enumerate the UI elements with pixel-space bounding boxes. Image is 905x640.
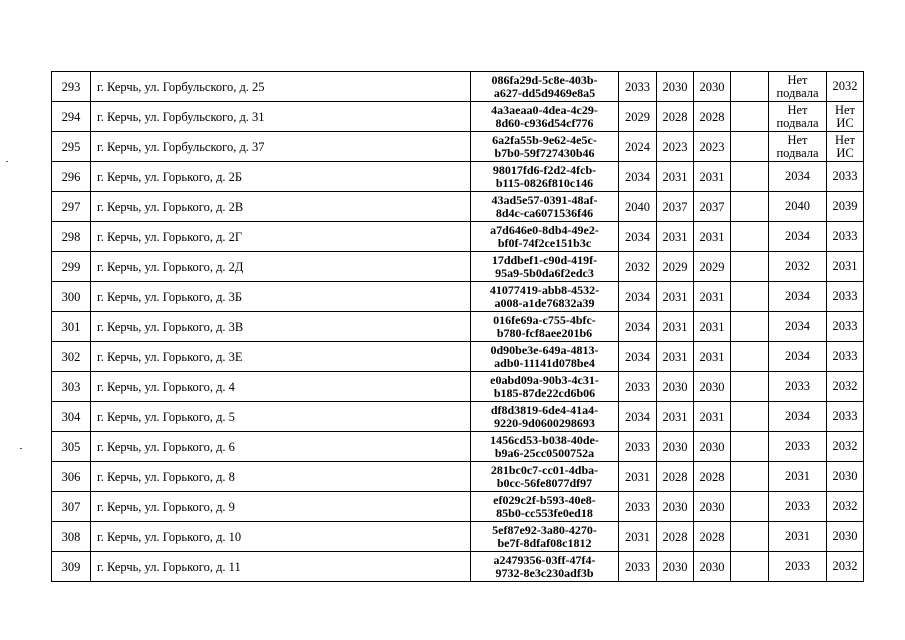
year-col-3: 2031 [694,312,731,342]
basement-col: 2033 [769,492,827,522]
year-col-1: 2031 [619,462,657,492]
empty-col [731,462,769,492]
last-col: 2032 [827,552,864,582]
address: г. Керчь, ул. Горького, д. 3Б [91,282,471,312]
empty-col [731,282,769,312]
year-col-2: 2031 [657,282,694,312]
empty-col [731,492,769,522]
year-col-1: 2033 [619,492,657,522]
year-col-3: 2029 [694,252,731,282]
last-col: 2033 [827,162,864,192]
year-col-1: 2034 [619,282,657,312]
year-col-3: 2030 [694,552,731,582]
basement-col: 2033 [769,432,827,462]
empty-col [731,312,769,342]
row-number: 296 [52,162,91,192]
guid-code: ef029c2f-b593-40e8- 85b0-cc553fe0ed18 [471,492,619,522]
year-col-3: 2028 [694,522,731,552]
empty-col [731,522,769,552]
last-col: 2033 [827,402,864,432]
table-row [52,402,864,432]
empty-col [731,342,769,372]
address: г. Керчь, ул. Горбульского, д. 31 [91,102,471,132]
row-number: 306 [52,462,91,492]
basement-col: 2031 [769,462,827,492]
scan-artifact-dot [6,161,8,162]
last-col: 2030 [827,522,864,552]
year-col-3: 2031 [694,282,731,312]
year-col-1: 2033 [619,72,657,102]
empty-col [731,552,769,582]
empty-col [731,222,769,252]
basement-col: 2034 [769,312,827,342]
last-col: 2032 [827,372,864,402]
last-col: 2031 [827,252,864,282]
guid-code: 43ad5e57-0391-48af- 8d4c-ca6071536f46 [471,192,619,222]
year-col-1: 2040 [619,192,657,222]
row-number: 309 [52,552,91,582]
last-col: Нет ИС [827,132,864,162]
basement-col: 2040 [769,192,827,222]
year-col-2: 2037 [657,192,694,222]
guid-code: 17ddbef1-c90d-419f- 95a9-5b0da6f2edc3 [471,252,619,282]
year-col-2: 2028 [657,102,694,132]
empty-col [731,432,769,462]
address: г. Керчь, ул. Горького, д. 9 [91,492,471,522]
empty-col [731,192,769,222]
row-number: 302 [52,342,91,372]
address: г. Керчь, ул. Горького, д. 5 [91,402,471,432]
year-col-2: 2031 [657,162,694,192]
year-col-2: 2028 [657,522,694,552]
address: г. Керчь, ул. Горбульского, д. 25 [91,72,471,102]
last-col: 2033 [827,342,864,372]
last-col: 2032 [827,432,864,462]
year-col-2: 2028 [657,462,694,492]
year-col-3: 2030 [694,72,731,102]
row-number: 295 [52,132,91,162]
guid-code: 016fe69a-c755-4bfc- b780-fcf8aee201b6 [471,312,619,342]
basement-col: Нет подвала [769,132,827,162]
table-body [52,72,864,582]
year-col-2: 2030 [657,72,694,102]
last-col: 2033 [827,312,864,342]
year-col-2: 2030 [657,432,694,462]
address: г. Керчь, ул. Горького, д. 10 [91,522,471,552]
basement-col: Нет подвала [769,72,827,102]
row-number: 300 [52,282,91,312]
year-col-1: 2034 [619,402,657,432]
basement-col: 2032 [769,252,827,282]
table-row [52,492,864,522]
basement-col: 2031 [769,522,827,552]
address: г. Керчь, ул. Горького, д. 8 [91,462,471,492]
row-number: 301 [52,312,91,342]
year-col-3: 2037 [694,192,731,222]
guid-code: a7d646e0-8db4-49e2- bf0f-74f2ce151b3c [471,222,619,252]
year-col-1: 2031 [619,522,657,552]
last-col: 2030 [827,462,864,492]
basement-col: 2033 [769,372,827,402]
year-col-2: 2031 [657,312,694,342]
empty-col [731,372,769,402]
year-col-3: 2028 [694,102,731,132]
basement-col: 2034 [769,282,827,312]
last-col: 2039 [827,192,864,222]
table-row [52,72,864,102]
last-col: Нет ИС [827,102,864,132]
year-col-2: 2030 [657,492,694,522]
address: г. Керчь, ул. Горького, д. 4 [91,372,471,402]
row-number: 303 [52,372,91,402]
year-col-2: 2031 [657,222,694,252]
guid-code: 086fa29d-5c8e-403b- a627-dd5d9469e8a5 [471,72,619,102]
last-col: 2032 [827,492,864,522]
guid-code: df8d3819-6de4-41a4- 9220-9d0600298693 [471,402,619,432]
year-col-3: 2028 [694,462,731,492]
table-row [52,312,864,342]
basement-col: 2034 [769,342,827,372]
address: г. Керчь, ул. Горького, д. 2Д [91,252,471,282]
guid-code: 41077419-abb8-4532- a008-a1de76832a39 [471,282,619,312]
table-row [52,462,864,492]
year-col-1: 2034 [619,222,657,252]
table-row [52,552,864,582]
guid-code: 98017fd6-f2d2-4fcb- b115-0826f810c146 [471,162,619,192]
table-row [52,192,864,222]
year-col-1: 2034 [619,342,657,372]
year-col-3: 2030 [694,432,731,462]
year-col-3: 2031 [694,402,731,432]
year-col-2: 2031 [657,342,694,372]
basement-col: 2034 [769,222,827,252]
guid-code: 5ef87e92-3a80-4270- be7f-8dfaf08c1812 [471,522,619,552]
year-col-2: 2030 [657,372,694,402]
row-number: 308 [52,522,91,552]
address: г. Керчь, ул. Горького, д. 3В [91,312,471,342]
guid-code: e0abd09a-90b3-4c31- b185-87de22cd6b06 [471,372,619,402]
row-number: 298 [52,222,91,252]
guid-code: 6a2fa55b-9e62-4e5c- b7b0-59f727430b46 [471,132,619,162]
year-col-3: 2030 [694,492,731,522]
table-row [52,102,864,132]
year-col-3: 2023 [694,132,731,162]
empty-col [731,102,769,132]
empty-col [731,132,769,162]
address: г. Керчь, ул. Горького, д. 2Б [91,162,471,192]
row-number: 304 [52,402,91,432]
year-col-3: 2030 [694,372,731,402]
year-col-1: 2024 [619,132,657,162]
address: г. Керчь, ул. Горького, д. 6 [91,432,471,462]
address: г. Керчь, ул. Горького, д. 2В [91,192,471,222]
empty-col [731,252,769,282]
year-col-1: 2034 [619,162,657,192]
year-col-2: 2030 [657,552,694,582]
table-row [52,282,864,312]
table-row [52,252,864,282]
last-col: 2032 [827,72,864,102]
basement-col: 2034 [769,162,827,192]
guid-code: a2479356-03ff-47f4- 9732-8e3c230adf3b [471,552,619,582]
year-col-2: 2023 [657,132,694,162]
year-col-2: 2031 [657,402,694,432]
row-number: 305 [52,432,91,462]
address: г. Керчь, ул. Горького, д. 3Е [91,342,471,372]
year-col-1: 2029 [619,102,657,132]
table-row [52,522,864,552]
year-col-1: 2033 [619,552,657,582]
year-col-3: 2031 [694,162,731,192]
year-col-1: 2034 [619,312,657,342]
empty-col [731,72,769,102]
last-col: 2033 [827,282,864,312]
table-row [52,372,864,402]
guid-code: 281bc0c7-cc01-4dba- b0cc-56fe8077df97 [471,462,619,492]
year-col-1: 2033 [619,372,657,402]
year-col-3: 2031 [694,342,731,372]
empty-col [731,162,769,192]
address: г. Керчь, ул. Горбульского, д. 37 [91,132,471,162]
year-col-3: 2031 [694,222,731,252]
last-col: 2033 [827,222,864,252]
year-col-1: 2033 [619,432,657,462]
year-col-1: 2032 [619,252,657,282]
row-number: 293 [52,72,91,102]
guid-code: 0d90be3e-649a-4813- adb0-11141d078be4 [471,342,619,372]
basement-col: Нет подвала [769,102,827,132]
row-number: 299 [52,252,91,282]
address: г. Керчь, ул. Горького, д. 2Г [91,222,471,252]
empty-col [731,402,769,432]
table-row [52,342,864,372]
table-row [52,132,864,162]
housing-schedule-table [51,71,864,582]
table-row [52,432,864,462]
year-col-2: 2029 [657,252,694,282]
basement-col: 2033 [769,552,827,582]
row-number: 307 [52,492,91,522]
guid-code: 4a3aeaa0-4dea-4c29- 8d60-c936d54cf776 [471,102,619,132]
table-row [52,222,864,252]
address: г. Керчь, ул. Горького, д. 11 [91,552,471,582]
guid-code: 1456cd53-b038-40de- b9a6-25cc0500752a [471,432,619,462]
table-row [52,162,864,192]
row-number: 297 [52,192,91,222]
scan-artifact-dot [20,448,22,449]
row-number: 294 [52,102,91,132]
basement-col: 2034 [769,402,827,432]
